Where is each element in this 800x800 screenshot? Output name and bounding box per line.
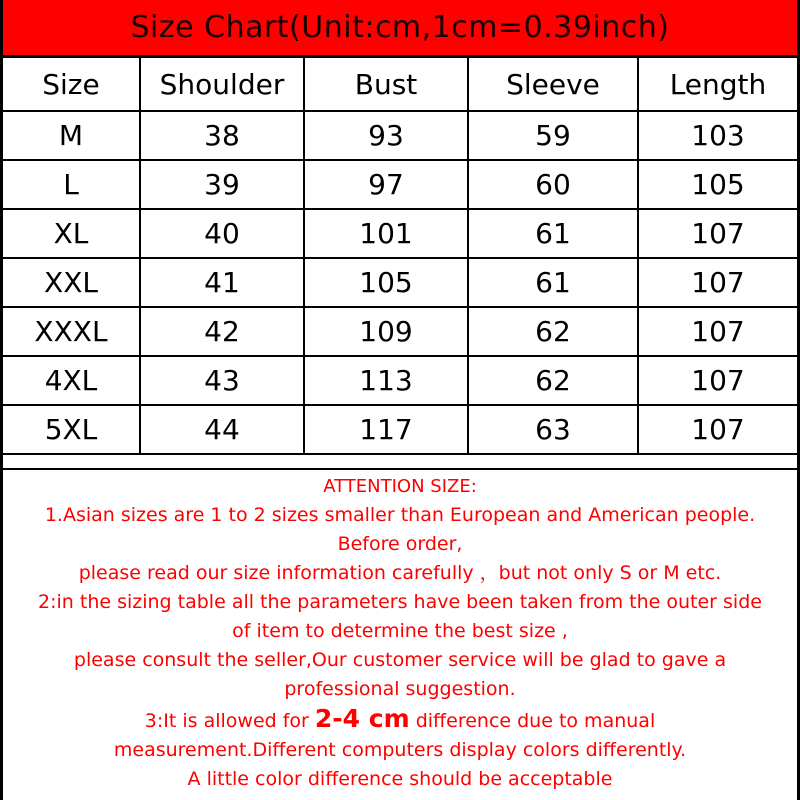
cell-size: XL: [3, 209, 140, 258]
notes-line: 1.Asian sizes are 1 to 2 sizes smaller than European and American people.: [44, 504, 756, 526]
cell-sleeve: 59: [468, 111, 638, 160]
cell-sleeve: 62: [468, 307, 638, 356]
notes-line: please read our size information carefully ，but not only S or M etc.: [78, 562, 722, 584]
cell-bust: 109: [304, 307, 468, 356]
cell-shoulder: 40: [140, 209, 304, 258]
column-header-length: Length: [638, 58, 797, 111]
notes-heading: ATTENTION SIZE:: [323, 476, 477, 497]
table-row: [3, 307, 797, 356]
tolerance-prefix: 3:It is allowed for: [144, 710, 315, 732]
table-row: [3, 111, 797, 160]
attention-notes: [3, 468, 797, 800]
cell-shoulder: 41: [140, 258, 304, 307]
table-row: [3, 258, 797, 307]
cell-sleeve: 63: [468, 405, 638, 454]
cell-bust: 113: [304, 356, 468, 405]
table-row: [3, 209, 797, 258]
cell-length: 105: [638, 160, 797, 209]
cell-bust: 97: [304, 160, 468, 209]
cell-sleeve: 60: [468, 160, 638, 209]
column-header-shoulder: Shoulder: [140, 58, 304, 111]
notes-line: Before order,: [337, 533, 463, 555]
chart-title: Size Chart(Unit:cm,1cm=0.39inch): [3, 0, 797, 58]
cell-bust: 117: [304, 405, 468, 454]
table-row: [3, 160, 797, 209]
notes-line: measurement.Different computers display colors differently.: [113, 739, 687, 761]
cell-sleeve: 61: [468, 209, 638, 258]
column-header-sleeve: Sleeve: [468, 58, 638, 111]
cell-sleeve: 61: [468, 258, 638, 307]
cell-bust: 93: [304, 111, 468, 160]
cell-size: L: [3, 160, 140, 209]
cell-length: 107: [638, 307, 797, 356]
cell-length: 107: [638, 405, 797, 454]
cell-shoulder: 42: [140, 307, 304, 356]
column-header-size: Size: [3, 58, 140, 111]
cell-shoulder: 43: [140, 356, 304, 405]
cell-length: 107: [638, 356, 797, 405]
cell-bust: 101: [304, 209, 468, 258]
tolerance-suffix: difference due to manual: [409, 710, 656, 732]
cell-size: M: [3, 111, 140, 160]
cell-size: 5XL: [3, 405, 140, 454]
column-header-bust: Bust: [304, 58, 468, 111]
notes-line: 2:in the sizing table all the parameters have been taken from the outer side: [38, 591, 762, 613]
cell-length: 107: [638, 258, 797, 307]
notes-line: of item to determine the best size ,: [232, 620, 568, 642]
cell-size: XXL: [3, 258, 140, 307]
table-row: [3, 356, 797, 405]
table-row: [3, 405, 797, 454]
notes-line: A little color difference should be acceptable: [187, 768, 613, 790]
tolerance-value: 2-4 cm: [314, 704, 410, 733]
notes-line: professional suggestion.: [284, 678, 516, 700]
notes-line-tolerance: [3, 704, 797, 736]
cell-length: 107: [638, 209, 797, 258]
cell-shoulder: 38: [140, 111, 304, 160]
table-header-row: [3, 58, 797, 111]
cell-shoulder: 44: [140, 405, 304, 454]
cell-size: XXXL: [3, 307, 140, 356]
notes-line: please consult the seller,Our customer service will be glad to gave a: [73, 649, 727, 671]
cell-bust: 105: [304, 258, 468, 307]
cell-sleeve: 62: [468, 356, 638, 405]
cell-size: 4XL: [3, 356, 140, 405]
size-table: [3, 58, 797, 455]
cell-shoulder: 39: [140, 160, 304, 209]
cell-length: 103: [638, 111, 797, 160]
